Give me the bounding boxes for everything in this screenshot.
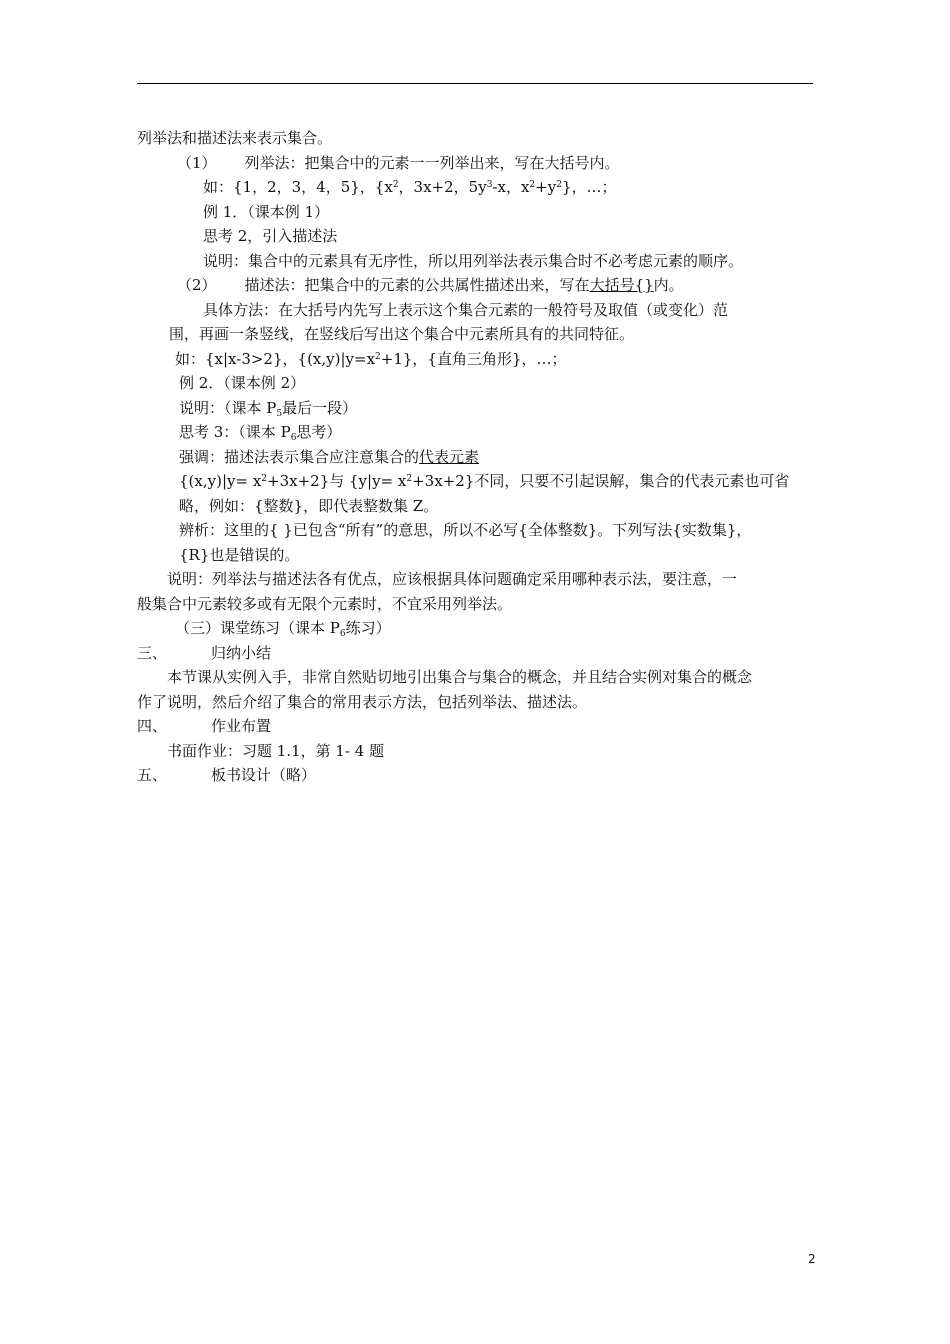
conclusion-line: 本节课从实例入手，非常自然贴切地引出集合与集合的概念，并且结合实例对集合的概念 bbox=[167, 668, 753, 686]
list-item-enumeration: （1） 列举法：把集合中的元素一一列举出来，写在大括号内。 bbox=[177, 153, 620, 172]
explanation-line: 说明：（课本 $P_5$最后一段） bbox=[179, 398, 358, 419]
analysis-line-continued: {R}也是错误的。 bbox=[179, 545, 300, 564]
list-item-description: （2） 描述法：把集合中的元素的公共属性描述出来，写在大括号{}内。 bbox=[177, 276, 684, 294]
example-1-line: 例 1．（课本例 1） bbox=[203, 202, 330, 221]
comparison-line: $\{(x,y)|y= x^2+3x+2\}$与 $\{y|y= x^2+3x+2\}$不同，只要不引起误解，集合的代表元素也可省 bbox=[179, 472, 790, 490]
summary-note-line-continued: 般集合中元素较多或有无限个元素时，不宜采用列举法。 bbox=[137, 594, 513, 613]
summary-note-line: 说明：列举法与描述法各有优点，应该根据具体问题确定采用哪种表示法，要注意，一 bbox=[167, 570, 738, 588]
section-three-heading: 三、 归纳小结 bbox=[137, 643, 272, 662]
practice-line: （三）课堂练习（课本 $P_6$练习） bbox=[175, 619, 391, 639]
method-line: 具体方法：在大括号内先写上表示这个集合元素的一般符号及取值（或变化）范 bbox=[203, 300, 729, 319]
thinking-2-line: 思考 2，引入描述法 bbox=[203, 227, 338, 245]
thinking-3-line: 思考 3：（课本 $P_6$思考） bbox=[179, 423, 342, 443]
example-description-line: 如：{x|x-3>2}，$\{(x,y)|y=x^2+1\}$，{直角三角形}，…； bbox=[175, 349, 567, 368]
example-line: 如：{1，2，3，4，5}，{$x^2$，3x+2，$5y^3-x$，$x^2+y^2$}，…； bbox=[203, 178, 617, 196]
analysis-line: 辨析：这里的{ }已包含“所有”的意思，所以不必写{全体整数}。下列写法{实数集}， bbox=[179, 521, 752, 539]
example-2-line: 例 2．（课本例 2） bbox=[179, 374, 306, 392]
document-body bbox=[137, 126, 827, 788]
note-line: 说明：集合中的元素具有无序性，所以用列举法表示集合时不必考虑元素的顺序。 bbox=[203, 251, 744, 270]
header-rule bbox=[137, 83, 813, 84]
section-five-heading: 五、 板书设计（略） bbox=[137, 766, 317, 784]
comparison-line-continued: 略，例如：{整数}，即代表整数集 Z。 bbox=[179, 496, 439, 515]
emphasis-line: 强调：描述法表示集合应注意集合的代表元素 bbox=[179, 447, 480, 466]
homework-line: 书面作业：习题 1.1，第 1- 4 题 bbox=[167, 741, 385, 760]
paragraph-line: 列举法和描述法来表示集合。 bbox=[137, 129, 333, 147]
section-four-heading: 四、 作业布置 bbox=[137, 717, 272, 735]
conclusion-line-continued: 作了说明，然后介绍了集合的常用表示方法，包括列举法、描述法。 bbox=[137, 692, 588, 711]
method-line-continued: 围，再画一条竖线，在竖线后写出这个集合中元素所具有的共同特征。 bbox=[169, 325, 635, 343]
page-number: 2 bbox=[808, 1252, 816, 1266]
